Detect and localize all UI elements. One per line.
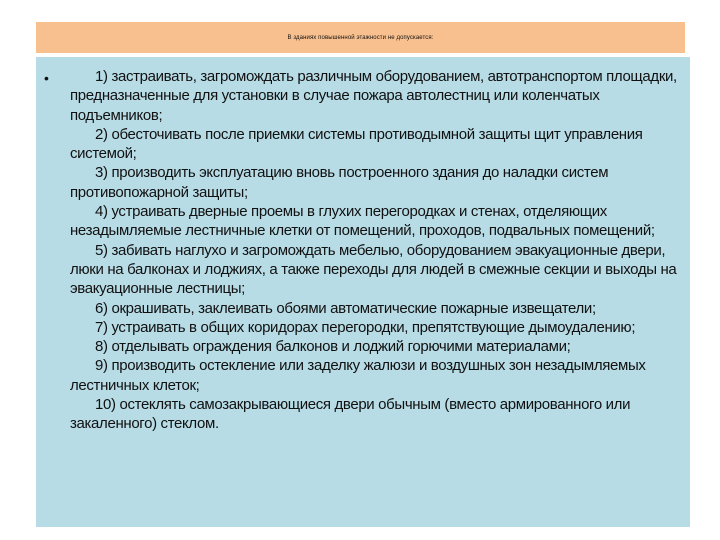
prohibitions-list — [70, 67, 690, 434]
slide-title-box — [36, 22, 685, 53]
list-item-8: 8) отделывать ограждения балконов и лоджий горючими материалами; — [95, 338, 571, 356]
list-item-3: 3) производить эксплуатацию вновь построенного здания до наладки систем противопожарной защиты; — [70, 164, 609, 201]
slide-content-box — [36, 57, 690, 527]
slide-title: В зданиях повышенной этажности не допускается: — [287, 34, 434, 41]
list-item-1: 1) застраивать, загромождать различным оборудованием, автотранспортом площадки, предназначенные для установки в случае пожара автолестниц или коленчатых подъемников; — [70, 68, 677, 124]
list-item-2: 2) обесточивать после приемки системы противодымной защиты щит управления системой; — [70, 125, 643, 163]
bullet-marker: • — [44, 70, 49, 86]
list-item-7: 7) устраивать в общих коридорах перегородки, препятствующие дымоудалению; — [95, 318, 636, 336]
list-item-5: 5) забивать наглухо и загромождать мебелью, оборудованием эвакуационные двери, люки на балконах и лоджиях, а также переходы для людей в смежные секции и выходы на эвакуационные лестницы; — [70, 241, 677, 298]
list-item-10: 10) остеклять самозакрывающиеся двери обычным (вместо армированного или закаленного) стеклом. — [70, 396, 631, 433]
list-item-4: 4) устраивать дверные проемы в глухих перегородках и стенах, отделяющих незадымляемые лестничные клетки от помещений, проходов, подвальных помещений; — [70, 203, 655, 240]
list-item-9: 9) производить остекление или заделку жалюзи и воздушных зон незадымляемых лестничных клеток; — [70, 357, 646, 394]
list-item-6: 6) окрашивать, заклеивать обоями автоматические пожарные извещатели; — [95, 299, 596, 317]
